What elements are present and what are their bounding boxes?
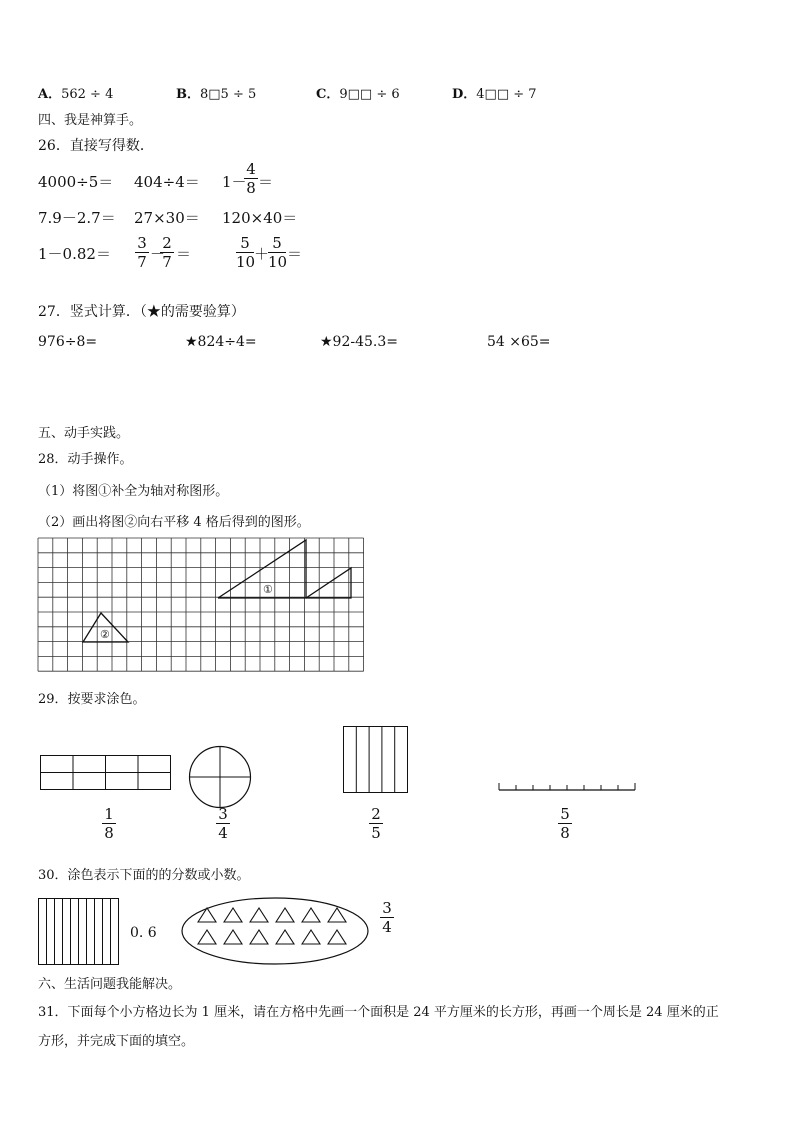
equals-sign: ＝	[176, 245, 192, 263]
q29-title: 29．按要求涂色。	[38, 692, 146, 707]
denominator: 4	[382, 918, 392, 936]
grid-figures	[38, 538, 366, 672]
ellipse-triangles[interactable]	[180, 896, 372, 968]
fraction-label	[102, 806, 116, 841]
fraction-label	[558, 806, 572, 841]
denominator: 4	[218, 824, 228, 842]
option-letter: B．	[176, 87, 200, 102]
option-letter: D．	[452, 87, 477, 102]
rectangle-fifths[interactable]	[343, 726, 409, 794]
decimal-label: 0. 6	[130, 925, 157, 941]
fraction	[160, 235, 174, 270]
numerator: 3	[137, 234, 147, 252]
option-letter: A．	[38, 87, 62, 102]
fraction-label	[380, 900, 394, 935]
numerator: 3	[218, 805, 228, 823]
calc-item: 120×40＝	[222, 209, 298, 227]
fraction-label	[369, 806, 383, 841]
denominator: 8	[104, 824, 114, 842]
ellipse-outline	[182, 898, 368, 964]
figure-1-left-triangle	[218, 540, 306, 598]
numerator: 2	[162, 234, 172, 252]
option-a	[38, 83, 113, 102]
numerator: 4	[246, 160, 256, 178]
denominator: 10	[268, 253, 288, 271]
calc-item: 1－0.82＝	[38, 245, 111, 263]
calc-item: 4000÷5＝	[38, 173, 114, 191]
numerator: 3	[382, 899, 392, 917]
numerator: 5	[240, 234, 250, 252]
fraction	[244, 161, 258, 196]
vertical-calc-item: ★824÷4=	[185, 334, 257, 350]
circle-quarters[interactable]	[188, 745, 252, 809]
figure-2-label: ②	[100, 628, 110, 641]
denominator: 8	[560, 824, 570, 842]
operator: －	[150, 245, 166, 263]
fraction	[268, 235, 286, 270]
q31-line2: 方形，并完成下面的填空。	[38, 1034, 195, 1049]
q27-title: 27．竖式计算．（★的需要验算）	[38, 304, 245, 320]
calc-item: 27×30＝	[134, 209, 200, 227]
rectangle-eighths[interactable]	[40, 755, 172, 791]
figure-1-right-triangle	[306, 568, 351, 598]
q26-title: 26．直接写得数．	[38, 138, 154, 154]
denominator: 8	[246, 179, 256, 197]
equals-sign: ＝	[287, 245, 303, 263]
option-d	[452, 83, 537, 102]
denominator: 5	[371, 824, 381, 842]
numerator: 1	[104, 805, 114, 823]
denominator: 10	[236, 253, 256, 271]
numerator: 2	[371, 805, 381, 823]
equals-sign: ＝	[258, 173, 274, 191]
denominator: 7	[162, 253, 172, 271]
numerator: 5	[272, 234, 282, 252]
option-letter: C．	[316, 87, 340, 102]
fraction	[135, 235, 149, 270]
fraction-label	[216, 806, 230, 841]
option-expr: 8□5 ÷ 5	[200, 87, 257, 102]
calc-item: 404÷4＝	[134, 173, 200, 191]
option-c	[316, 83, 400, 102]
vertical-calc-item: ★92-45.3=	[320, 334, 398, 350]
operator: ＋	[254, 245, 270, 263]
option-expr: 4□□ ÷ 7	[476, 87, 537, 102]
q28-sub2: （2）画出将图②向右平移 4 格后得到的图形。	[38, 515, 310, 530]
vertical-calc-item: 54 ×65=	[487, 334, 551, 350]
denominator: 7	[137, 253, 147, 271]
rectangle-tenths[interactable]	[38, 898, 120, 966]
section-4-title: 四、我是神算手。	[38, 113, 143, 128]
option-b	[176, 83, 256, 102]
calc-item: 1－	[222, 173, 247, 191]
vertical-calc-item: 976÷8=	[38, 334, 98, 350]
q31-line1: 31．下面每个小方格边长为 1 厘米，请在方格中先画一个面积是 24 平方厘米的长方形，再画一个周长是 24 厘米的正	[38, 1005, 719, 1020]
section-6-title: 六、生活问题我能解决。	[38, 977, 182, 992]
option-expr: 9□□ ÷ 6	[339, 87, 400, 102]
fraction	[236, 235, 254, 270]
q30-title: 30．涂色表示下面的的分数或小数。	[38, 868, 250, 883]
q28-title: 28．动手操作。	[38, 452, 133, 467]
calc-item: 7.9－2.7＝	[38, 209, 116, 227]
option-expr: 562 ÷ 4	[61, 87, 114, 102]
figure-1-label: ①	[263, 583, 273, 596]
segment-eighths[interactable]	[498, 780, 638, 794]
q28-sub1: （1）将图①补全为轴对称图形。	[38, 484, 229, 499]
numerator: 5	[560, 805, 570, 823]
section-5-title: 五、动手实践。	[38, 426, 130, 441]
